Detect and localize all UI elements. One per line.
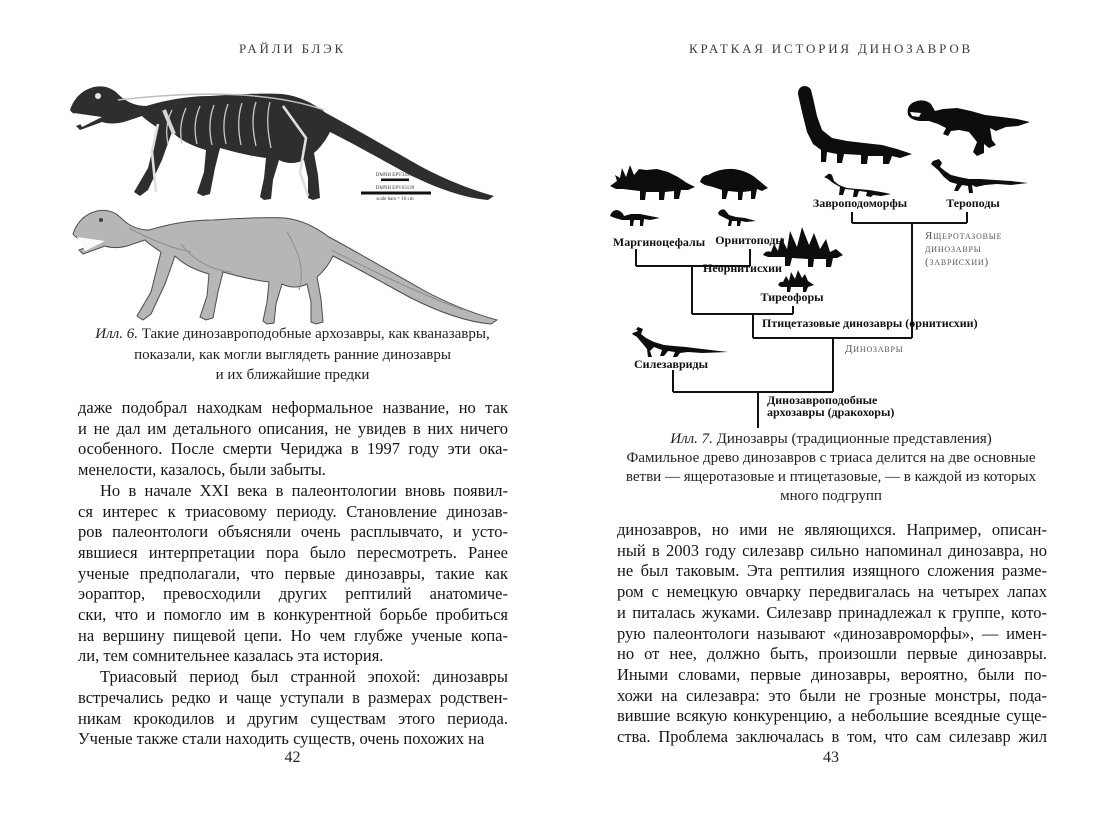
eye-socket [95, 93, 101, 99]
sauropod-silhouette [798, 86, 912, 164]
label-ornithischia: Птицетазовые динозавры (орнитисхии) [762, 316, 978, 330]
figure-7-number: Илл. 7. [670, 431, 713, 447]
text-line: рую палеонтологи называют «динозавроморфы», — имен- [617, 623, 1047, 643]
text-line: вившие всякую конкуренцию, а небольшие всеядные суще- [617, 706, 1047, 726]
text-line: особенного. После смерти Чериджа в 1997 году эти ока- [78, 439, 508, 459]
text-line: встречались редко и чаще уступали в размерах родствен- [78, 687, 508, 707]
caption-line: много подгрупп [780, 488, 882, 504]
silesaurid-silhouette [632, 327, 728, 357]
body-text-right [617, 520, 1047, 748]
running-head-author: РАЙЛИ БЛЭК [238, 41, 346, 56]
label-thyreophora: Тиреофоры [760, 290, 824, 304]
small-ornithopod-silhouette [718, 209, 756, 226]
text-line: ный в 2003 году силезавр сильно напоминал динозавра, но [617, 540, 1047, 560]
page-number-right: 43 [823, 749, 839, 766]
early-sauropodomorph-silhouette [824, 174, 891, 197]
label-ornithopods: Орнитоподы [715, 233, 785, 247]
label-sauropodomorphs: Завроподоморфы [812, 196, 908, 210]
ceratopsian-silhouette [610, 165, 695, 200]
text-line: ли, тем сомнительнее казалась эта история. [78, 646, 384, 666]
figure-6-illustration [65, 70, 510, 325]
caption-line: Динозавры (традиционные представления) [716, 431, 992, 447]
text-line: хожи на силезавра: это были не грозные монстры, пода- [617, 685, 1047, 705]
label-neornithischia: Неорнитисхии [703, 261, 782, 275]
text-line: ров палеонтологи объясняли очень расплывчато, и усто- [78, 522, 508, 542]
large-ornithopod-silhouette [700, 169, 768, 200]
label-saurischia: (заврисхии) [925, 256, 989, 268]
text-line: ски, что и помогло им в конкурентной борьбе пробиться [78, 605, 508, 625]
page-number-left: 42 [284, 749, 301, 766]
label-saurischia: Ящеротазовые [925, 230, 1003, 242]
label-saurischia: динозавры [925, 243, 982, 255]
label-silesaurids: Силезавриды [634, 357, 708, 371]
text-line: Триасовый период был странной эпохой: динозавры [100, 667, 508, 687]
text-line: даже подобрал находкам неформальное название, но так [78, 398, 508, 417]
text-line: Но в начале XXI века в палеонтологии вновь появил- [100, 480, 508, 500]
text-line: Иными словами, первые динозавры, вероятно, были по- [617, 664, 1047, 684]
running-head-title: КРАТКАЯ ИСТОРИЯ ДИНОЗАВРОВ [688, 41, 973, 56]
specimen-label-2: DMNH EPV63139 [375, 186, 415, 191]
small-thyreophoran-silhouette [778, 270, 814, 292]
text-line: не был таковым. Эта рептилия изящного сложения разме- [617, 561, 1047, 581]
life-reconstruction-drawing [73, 210, 497, 324]
text-line: менелости, казалось, были забыты. [78, 460, 326, 480]
text-line: и не дал им детального описания, не увидев в них ничего [78, 418, 508, 438]
text-line: эораптор, превосходили других рептилий анатомиче- [78, 584, 508, 604]
text-line: явшиеся интерпретации пора было пересмотреть. Ранее [78, 542, 508, 562]
scale-note: scale bars = 10 cm [376, 197, 414, 202]
text-line: ства. Проблема заключалась в том, что сам силезавр жил [617, 727, 1047, 747]
skeletal-reconstruction-drawing [70, 86, 494, 200]
small-theropod-silhouette [931, 159, 1028, 193]
caption-line: показали, как могли выглядеть ранние динозавры [134, 346, 451, 363]
figure-6-caption [75, 324, 510, 386]
caption-line: ветви — ящеротазовые и птицетазовые, — в каждой из которых [625, 469, 1037, 485]
label-theropods: Тероподы [946, 196, 1000, 210]
text-line: Ученые также стали находить существ, очень похожих на [78, 729, 485, 749]
pachycephalosaur-silhouette [610, 210, 660, 226]
caption-line: и их ближайшие предки [215, 367, 370, 383]
eye [99, 218, 103, 222]
label-marginocephaly: Маргиноцефалы [612, 235, 706, 249]
text-line: ученые предполагали, что первые динозавры, такие как [78, 563, 508, 583]
figure-6-number: Илл. 6. [95, 326, 138, 342]
figure-7-cladogram [600, 78, 1060, 430]
label-dracohors: архозавры (дракохоры) [767, 405, 895, 419]
text-line: но от нее, должно быть, произошли первые динозавры. [617, 644, 1047, 664]
text-line: ром с немецкую овчарку передвигалась на четырех лапах [617, 582, 1047, 602]
figure-7-caption [615, 430, 1047, 506]
label-dinosaurs: Динозавры [845, 343, 904, 355]
text-line: и питалась жуками. Силезавр принадлежал к группе, кото- [617, 602, 1047, 622]
text-line: динозавров, но ими не являющихся. Например, описан- [617, 520, 1047, 539]
body-text-left [78, 398, 508, 750]
text-line: никам крокодилов и другим существам этого периода. [78, 708, 508, 728]
caption-line: Такие динозавроподобные архозавры, как кваназавры, [141, 326, 490, 342]
tyrannosaur-silhouette [908, 100, 1030, 156]
caption-line: Фамильное древо динозавров с триаса делится на две основные [626, 450, 1036, 466]
specimen-label-1: DMNH EPV34579 [375, 173, 415, 178]
text-line: ся интерес к триасовому периоду. Становление динозав- [78, 501, 508, 521]
label-dracohors: Динозавроподобные [767, 393, 878, 407]
text-line: на вершину пищевой цепи. Но чем глубже ученые копа- [78, 625, 508, 645]
